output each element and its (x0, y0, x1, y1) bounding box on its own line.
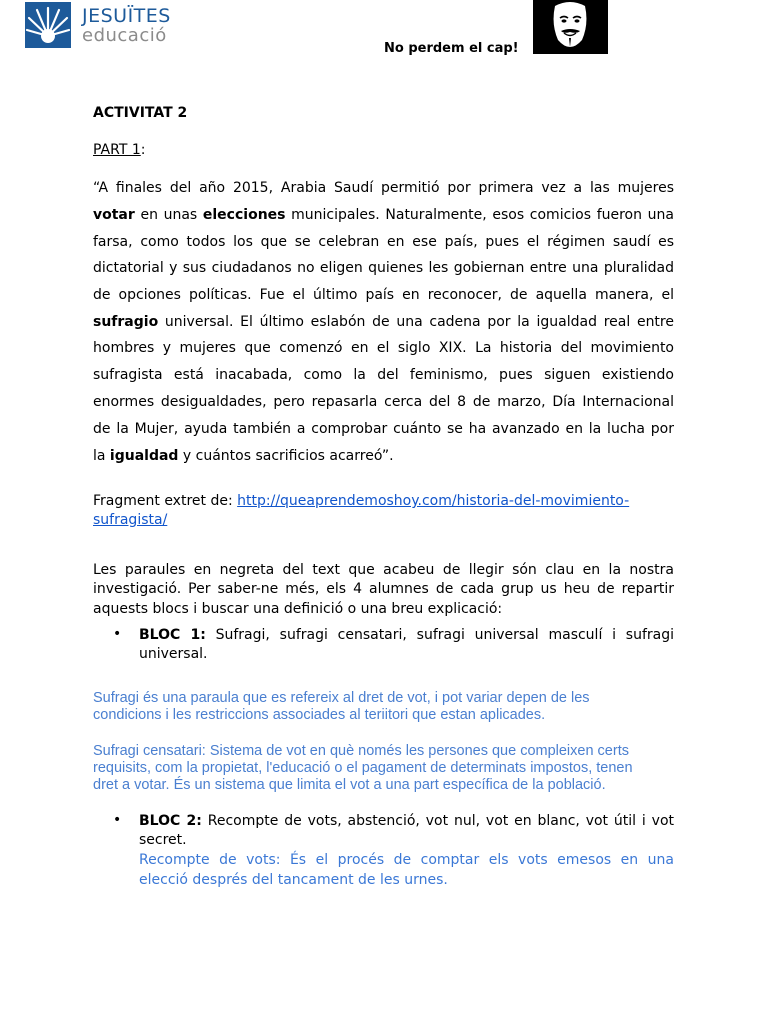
bloc1-line-2: universal. (139, 646, 208, 662)
bullet-icon: • (113, 626, 122, 642)
activity-title: ACTIVITAT 2 (93, 105, 188, 121)
bloc2-line-1 (139, 812, 674, 830)
bloc2-line-2: secret. (139, 832, 187, 848)
jesuites-sun-logo-icon (25, 2, 71, 48)
quote-line-6 (93, 313, 674, 331)
bloc2-answer-line-1: Recompte de vots: És el procés de comptar els vots emesos en una (139, 852, 674, 868)
quote-line-3: farsa, como todos los que se celebran en ese país, pues el régimen saudí es (93, 234, 674, 250)
quote-line-7: hombres y mujeres que comenzó en el siglo XIX. La historia del movimiento (93, 340, 674, 356)
quote-line-10: de la Mujer, ayuda también a comprobar cuánto se ha avanzado en la lucha por (93, 421, 674, 437)
bold-sufragio: sufragio (93, 314, 159, 330)
quote-line-8: sufragista está inacabada, como la del feminismo, pues siguen existiendo (93, 367, 674, 383)
source-link[interactable]: http://queaprendemoshoy.com/historia-del-movimiento- (237, 493, 630, 509)
quote-line-11 (93, 447, 394, 465)
bold-elecciones: elecciones (202, 207, 286, 223)
jesuites-logo (25, 2, 185, 50)
guy-fawkes-mask-icon (533, 0, 608, 54)
bloc1-text: Sufragi, sufragi censatari, sufragi universal masculí i sufragi (205, 627, 675, 643)
source-label: Fragment extret de: (93, 493, 238, 509)
quote-text: municipales. Naturalmente, esos comicios fueron una (285, 207, 674, 223)
quote-text: la (93, 448, 110, 464)
bloc2-answer-line-2: elecció després del tancament de les urnes. (139, 872, 448, 888)
part-label: PART 1 (93, 142, 141, 158)
motto-text: No perdem el cap! (384, 41, 519, 56)
quote-line-1: “A finales del año 2015, Arabia Saudí permitió por primera vez a las mujeres (93, 180, 674, 196)
answer2-line-3: dret a votar. És un sistema que limita el vot a una part específica de la població. (93, 777, 606, 793)
answer1-line-1: Sufragi és una paraula que es refereix al dret de vot, i pot variar depen de les (93, 690, 590, 706)
intro-line-1: Les paraules en negreta del text que acabeu de llegir són clau en la nostra (93, 562, 674, 578)
quote-line-9: enormes desigualdades, pero repasarla cerca del 8 de marzo, Día Internacional (93, 394, 674, 410)
bloc2-label: BLOC 2: (139, 813, 202, 829)
bold-igualdad: igualdad (109, 448, 179, 464)
bloc1-line-1 (139, 626, 674, 644)
answer1-line-2: condicions i les restriccions associades al teriitori que estan aplicades. (93, 707, 546, 723)
logo-sub-text: educació (82, 25, 167, 46)
bold-votar: votar (93, 207, 135, 223)
source-link-continued[interactable]: sufragista/ (93, 512, 168, 528)
intro-line-3: aquests blocs i buscar una definició o una breu explicació: (93, 601, 503, 617)
quote-line-4: dictatorial y sus ciudadanos no eligen quienes les gobiernan entre una pluralidad (93, 260, 674, 276)
bloc2-text: Recompte de vots, abstenció, vot nul, vot en blanc, vot útil i vot (201, 813, 675, 829)
source-line-1 (93, 492, 629, 510)
quote-line-5: de opciones políticas. Fue el último país en reconocer, de aquella manera, el (93, 287, 674, 303)
quote-text: en unas (134, 207, 203, 223)
intro-line-2: investigació. Per saber-ne més, els 4 alumnes de cada grup us heu de repartir (93, 581, 674, 597)
bullet-icon: • (113, 812, 122, 828)
quote-text: universal. El último eslabón de una cadena por la igualdad real entre (158, 314, 674, 330)
answer2-line-1: Sufragi censatari: Sistema de vot en què només les persones que compleixen certs (93, 743, 629, 759)
quote-line-2 (93, 206, 674, 224)
logo-main-text: JESUÏTES (82, 5, 171, 27)
bloc1-label: BLOC 1: (139, 627, 206, 643)
part-heading (93, 141, 145, 159)
quote-text: y cuántos sacrificios acarreó”. (178, 448, 394, 464)
part-colon: : (140, 142, 146, 158)
answer2-line-2: requisits, com la propietat, l'educació o el pagament de determinats impostos, tenen (93, 760, 633, 776)
source-line-2 (93, 511, 167, 529)
